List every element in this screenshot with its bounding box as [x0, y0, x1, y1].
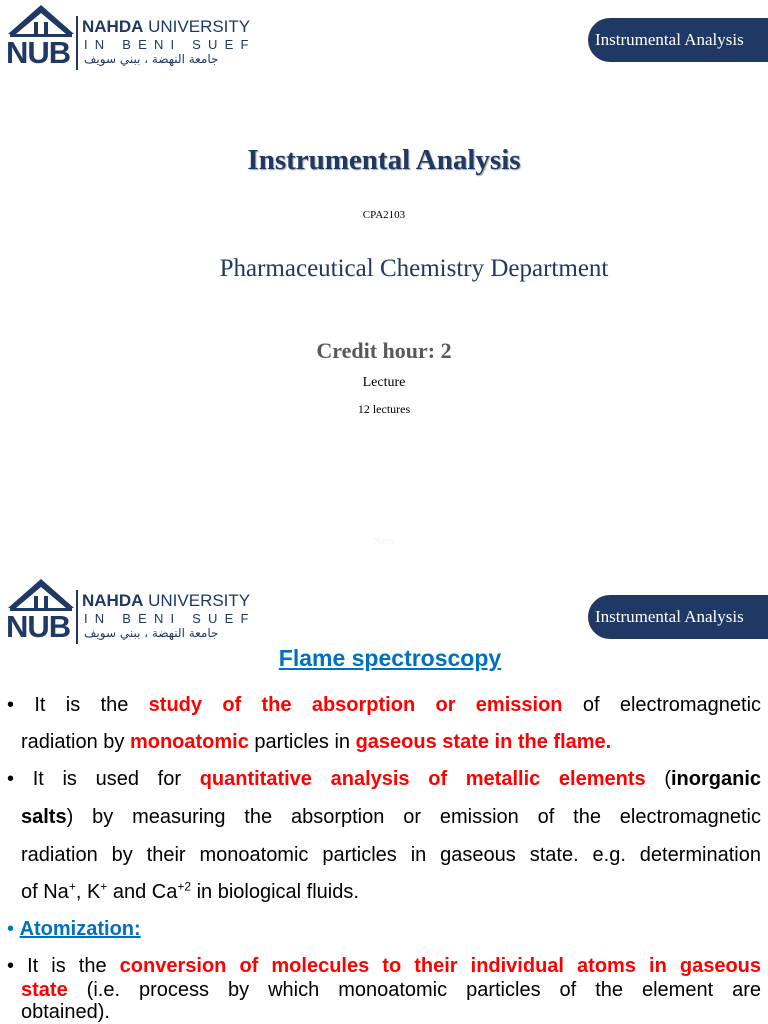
logo-name: NAHDA UNIVERSITY	[82, 591, 251, 610]
content-slide	[0, 566, 768, 1024]
course-code: CPA2103	[362, 209, 406, 221]
logo-location: IN BENI SUEF	[84, 611, 256, 626]
bullet: •	[7, 694, 15, 716]
header-badge: Instrumental Analysis	[588, 595, 768, 639]
paragraph-2-line-1: • It is used for quantitative analysis of metallic elements (inorganic	[7, 768, 762, 790]
logo-name: NAHDA UNIVERSITY	[82, 17, 251, 36]
logo-arabic: جامعة النهضة ، ببني سويف	[84, 626, 219, 640]
slide-heading: Flame spectroscopy	[278, 645, 502, 671]
course-title: Instrumental Analysis	[247, 144, 521, 176]
logo-abbr: NUB	[6, 35, 71, 70]
logo-abbr: NUB	[6, 609, 71, 644]
paragraph-3-line-1: • It is the conversion of molecules to their individual atoms in gaseous	[7, 955, 762, 977]
lecture-label: Lecture	[362, 375, 406, 390]
bullet: •	[7, 918, 15, 940]
bullet: •	[7, 955, 15, 977]
logo-divider	[76, 16, 78, 70]
faint-notes-text: Notes	[373, 536, 395, 546]
paragraph-2-line-2: salts) by measuring the absorption or emission of the electromagnetic	[21, 806, 761, 828]
logo-arabic: جامعة النهضة ، ببني سويف	[84, 52, 219, 66]
university-logo	[6, 4, 256, 74]
logo-divider	[76, 590, 78, 644]
paragraph-2-line-3: radiation by their monoatomic particles in gaseous state. e.g. determination	[21, 844, 761, 866]
paragraph-3-line-3: obtained).	[21, 1001, 110, 1023]
paragraph-2-line-4: of Na+, K+ and $Ca^{+2}$ in biological fluids.	[21, 879, 359, 903]
header-badge: Instrumental Analysis	[588, 18, 768, 62]
bullet: •	[7, 768, 15, 790]
atomization-heading: • Atomization:	[7, 918, 141, 940]
building-icon	[6, 4, 76, 38]
paragraph-1-line-1: • It is the study of the absorption or emission of electromagnetic	[7, 694, 762, 716]
university-logo	[6, 578, 256, 648]
paragraph-3-line-2: state (i.e. process by which monoatomic particles of the element are	[21, 979, 761, 1001]
logo-location: IN BENI SUEF	[84, 37, 256, 52]
lecture-count: 12 lectures	[357, 402, 411, 416]
paragraph-1-line-2: radiation by monoatomic particles in gaseous state in the flame.	[21, 731, 612, 753]
credit-hours: Credit hour: 2	[316, 338, 452, 363]
building-icon	[6, 578, 76, 612]
department: Pharmaceutical Chemistry Department	[219, 255, 609, 282]
